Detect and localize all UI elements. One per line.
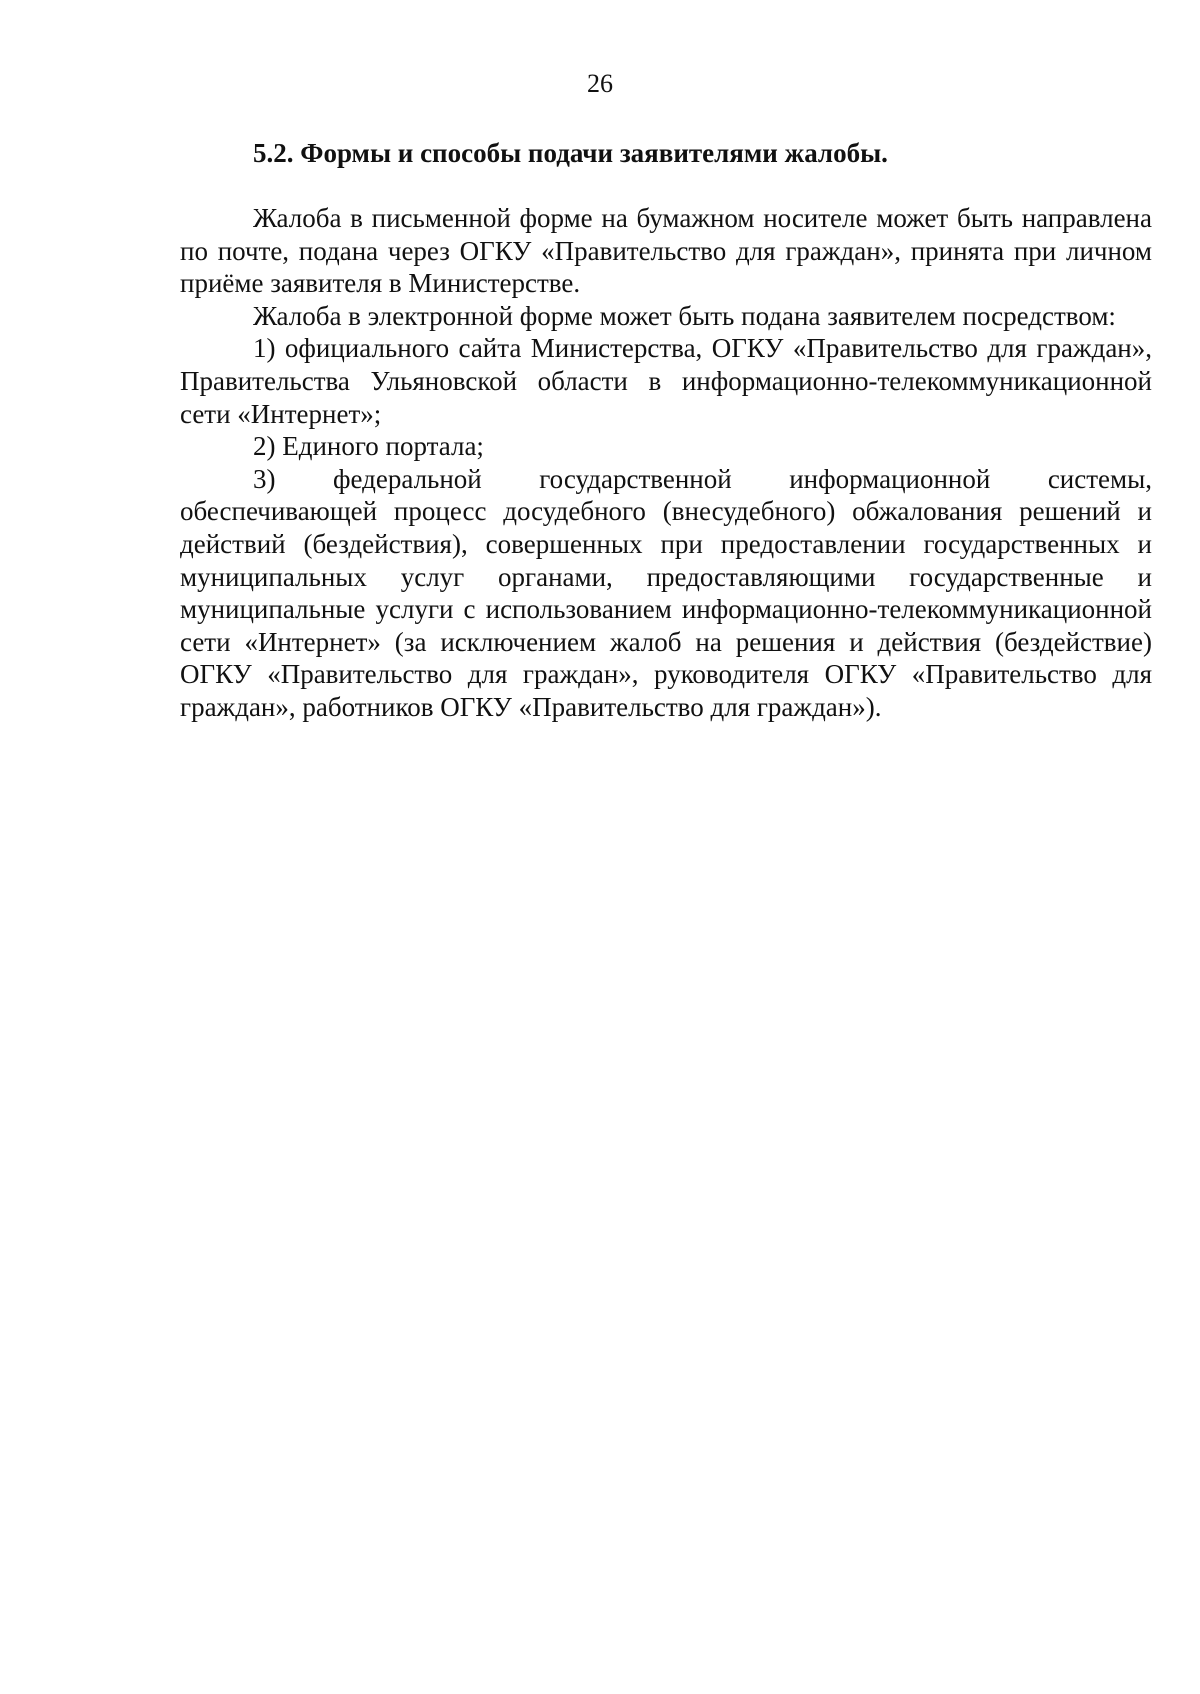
section-heading: 5.2. Формы и способы подачи заявителями жалобы. [253, 138, 888, 168]
page-content [180, 136, 1152, 724]
page-number: 26 [587, 69, 613, 98]
list-item-official-site: 1) официального сайта Министерства, ОГКУ «Правительство для граждан», Правительства Ульяновской области в информационно-телекоммуникационной сети «Интернет»; [180, 333, 1152, 429]
paragraph-electronic-complaint: Жалоба в электронной форме может быть подана заявителем посредством: [253, 300, 1116, 331]
list-item-unified-portal: 2) Единого портала; [253, 431, 484, 462]
paragraph-paper-complaint: Жалоба в письменной форме на бумажном носителе может быть направлена по почте, подана через ОГКУ «Правительство для граждан», принята при личном приёме заявителя в Министерстве. [180, 203, 1152, 299]
list-item-federal-system: 3) федеральной государственной информационной системы, обеспечивающей процесс досудебного (внесудебного) обжалования решений и действий (бездействия), совершенных при предоставлении государственных и муниципальных услуг органами, предоставляющими государственные и муниципальные услуги с использованием информационно-телекоммуникационной сети «Интернет» (за исключением жалоб на решения и действия (бездействие) ОГКУ «Правительство для граждан», руководителя ОГКУ «Правительство для граждан», работников ОГКУ «Правительство для граждан»). [180, 463, 1152, 722]
